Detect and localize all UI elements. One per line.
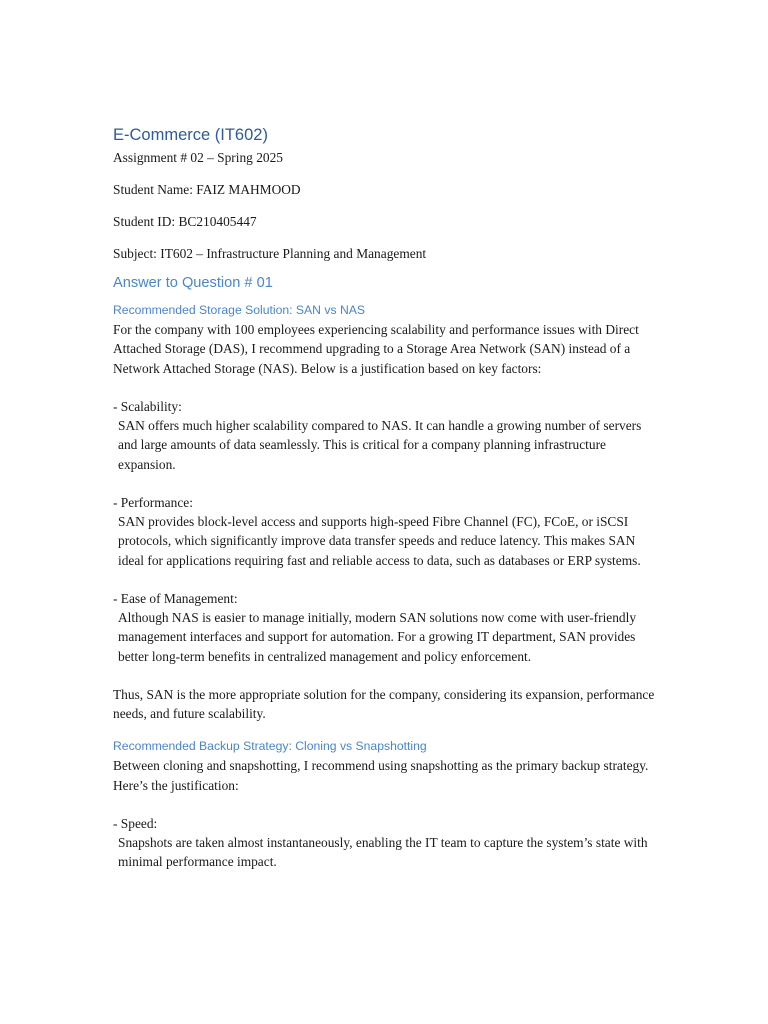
performance-point [113,493,658,570]
student-name-line: Student Name: FAIZ MAHMOOD [113,182,301,197]
student-id-line: Student ID: BC210405447 [113,214,257,229]
scalability-label: - Scalability: [113,399,182,414]
document-page [113,124,658,891]
ease-of-management-point [113,589,658,666]
backup-intro-paragraph: Between cloning and snapshotting, I recommend using snapshotting as the primary backup strategy. Here’s the justification: [113,758,649,793]
document-title: E-Commerce (IT602) [113,126,268,144]
ease-of-management-text: Although NAS is easier to manage initially, modern SAN solutions now come with user-friendly management interfaces and support for automation. For a growing IT department, SAN provides better long-term benefits in centralized management and policy enforcement. [118,610,637,664]
storage-section-heading: Recommended Storage Solution: SAN vs NAS [113,303,365,318]
speed-point [113,814,658,872]
speed-text: Snapshots are taken almost instantaneously, enabling the IT team to capture the system’s state with minimal performance impact. [118,835,648,870]
subject-line: Subject: IT602 – Infrastructure Planning and Management [113,246,427,261]
scalability-text: SAN offers much higher scalability compared to NAS. It can handle a growing number of servers and large amounts of data seamlessly. This is critical for a company planning infrastructure expansion. [118,418,642,472]
scalability-point [113,397,658,474]
performance-label: - Performance: [113,495,193,510]
backup-section-heading: Recommended Backup Strategy: Cloning vs Snapshotting [113,739,427,754]
answer-heading: Answer to Question # 01 [113,275,273,292]
speed-label: - Speed: [113,816,158,831]
storage-intro-paragraph: For the company with 100 employees experiencing scalability and performance issues with Direct Attached Storage (DAS), I recommend upgrading to a Storage Area Network (SAN) instead of a Network Attached Storage (NAS). Below is a justification based on key factors: [113,322,639,376]
ease-of-management-label: - Ease of Management: [113,591,238,606]
assignment-line: Assignment # 02 – Spring 2025 [113,150,283,165]
storage-conclusion-paragraph: Thus, SAN is the more appropriate solution for the company, considering its expansion, performance needs, and future scalability. [113,687,655,722]
performance-text: SAN provides block-level access and supports high-speed Fibre Channel (FC), FCoE, or iSCSI protocols, which significantly improve data transfer speeds and reduce latency. This makes SAN ideal for applications requiring fast and reliable access to data, such as databases or ERP systems. [118,514,641,568]
